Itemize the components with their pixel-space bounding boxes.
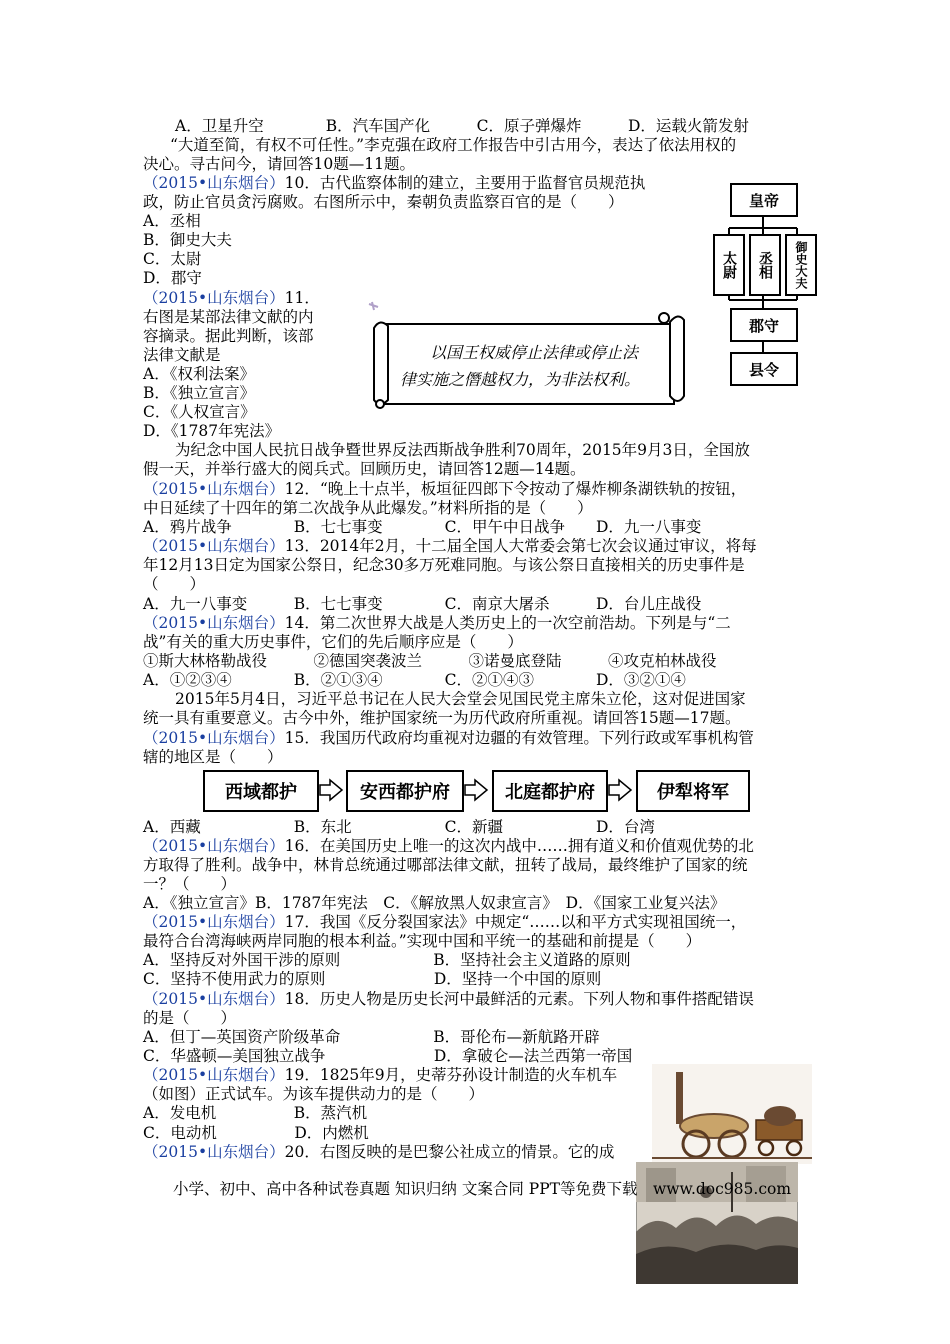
org-chengxiang-text: 丞相 [757, 251, 773, 279]
line-text: B．御史大夫 [143, 231, 232, 249]
org-xianling: 县令 [730, 352, 798, 386]
line-text: 右图是某部法律文献的内 [143, 308, 314, 326]
line-text: ①斯大林格勒战役 ②德国突袭波兰 ③诺曼底登陆 ④攻克柏林战役 [143, 652, 717, 670]
line-text: C．电动机 D．内燃机 [143, 1124, 369, 1142]
text-line [143, 595, 701, 614]
line-text: 政，防止官员贪污腐败。右图所示中，秦朝负责监察百官的是（ ） [143, 193, 624, 211]
line-text: （ ） [143, 575, 206, 593]
text-line [143, 499, 593, 518]
text-line [143, 308, 314, 327]
text-line [143, 1124, 369, 1143]
text-line [143, 1028, 600, 1047]
line-text: 统一具有重要意义。古今中外，维护国家统一为历代政府所重视。请回答15题—17题。 [143, 709, 741, 727]
org-taiwei [713, 234, 745, 296]
line-text: A．卫星升空 B．汽车国产化 C．原子弹爆炸 D．运载火箭发射 [175, 117, 749, 135]
line-text: C．太尉 [143, 250, 202, 268]
text-line [143, 403, 256, 422]
text-line [143, 818, 655, 837]
text-line [143, 932, 701, 951]
line-text: D．郡守 [143, 269, 202, 287]
line-text: 13．2014年2月，十二届全国人大常委会第七次会议通过审议，将每 [284, 537, 757, 555]
text-line [143, 894, 725, 913]
flow-box-4: 伊犁将军 [636, 770, 750, 812]
line-text: D．《1787年宪法》 [143, 422, 281, 440]
org-yushi-text: 御史大夫 [794, 241, 808, 289]
line-text: A．①②③④ B．②①③④ C．②①④③ D．③②①④ [143, 671, 686, 689]
line-text: 15．我国历代政府均重视对边疆的有效管理。下列行政或军事机构管 [284, 729, 754, 747]
question-source: （2015•山东烟台） [143, 480, 285, 498]
text-line [175, 117, 749, 136]
line-text: 18．历史人物是历史长河中最鲜活的元素。下列人物和事件搭配错误 [284, 990, 754, 1008]
line-text: 一？（ ） [143, 875, 237, 893]
text-line [143, 837, 754, 856]
text-line [143, 327, 314, 346]
line-text: C．坚持不使用武力的原则 D．坚持一个中国的原则 [143, 970, 602, 988]
text-line [143, 875, 236, 894]
text-line [175, 690, 746, 709]
flow-box-3: 北庭都护府 [492, 770, 608, 812]
scroll-text-line1: 以国王权威停止法律或停止法 [430, 343, 639, 362]
line-text: 年12月13日定为国家公祭日，纪念30多万死难同胞。与该公祭日直接相关的历史事件是 [143, 556, 745, 574]
line-text: （如图）正式试车。为该车提供动力的是（ ） [143, 1085, 485, 1103]
text-line [143, 748, 283, 767]
text-line [143, 289, 320, 308]
text-line [143, 460, 585, 479]
line-text: A．九一八事变 B．七七事变 C．南京大屠杀 D．台儿庄战役 [143, 595, 702, 613]
line-text: A．发电机 B．蒸汽机 [143, 1104, 368, 1122]
line-text: 的是（ ） [143, 1009, 237, 1027]
line-text: 20．右图反映的是巴黎公社成立的情景。它的成 [284, 1143, 615, 1161]
text-line [143, 231, 232, 250]
text-line [143, 990, 754, 1009]
question-source: （2015•山东烟台） [143, 537, 285, 555]
line-text: C．《人权宣言》 [143, 403, 256, 421]
text-line [143, 709, 740, 728]
line-text: 14．第二次世界大战是人类历史上的一次空前浩劫。下列是与“二 [284, 614, 731, 632]
text-line [143, 633, 523, 652]
line-text: 法律文献是 [143, 346, 221, 364]
scroll-text-line2: 律实施之僭越权力，为非法权利。 [400, 370, 641, 389]
text-line [143, 1104, 367, 1123]
text-line [143, 1143, 614, 1162]
org-emperor: 皇帝 [730, 183, 798, 217]
line-text: A．《独立宣言》B．1787年宪法 C．《解放黑人奴隶宣言》 D．《国家工业复兴法》 [143, 894, 726, 912]
text-line [143, 1066, 617, 1085]
text-line [143, 729, 754, 748]
line-text: 19．1825年9月，史蒂芬孙设计制造的火车机车 [284, 1066, 618, 1084]
text-line [143, 913, 746, 932]
line-text: 10．古代监察体制的建立，主要用于监督官员规范执 [284, 174, 646, 192]
text-line [143, 212, 201, 231]
line-text: 12．“晚上十点半，板垣征四郎下令按动了爆炸柳条湖铁轨的按钮， [284, 480, 747, 498]
text-line [143, 518, 701, 537]
text-line [143, 155, 415, 174]
question-source: （2015•山东烟台） [143, 990, 285, 1008]
text-line [143, 1047, 632, 1066]
text-line [170, 136, 736, 155]
question-source: （2015•山东烟台） [143, 174, 285, 192]
flow-box-2: 安西都护府 [346, 770, 464, 812]
text-line [143, 1009, 236, 1028]
org-taiwei-text: 太尉 [721, 251, 737, 279]
line-text: 战”有关的重大历史事件，它们的先后顺序应是（ ） [143, 633, 523, 651]
question-source: （2015•山东烟台） [143, 1066, 285, 1084]
text-line [143, 422, 280, 441]
flow-box-1: 西域都护 [203, 770, 319, 812]
org-chengxiang [749, 234, 781, 296]
flow-arrow-3-icon [607, 778, 633, 802]
line-text: A．丞相 [143, 212, 201, 230]
line-text: “大道至简，有权不可任性。”李克强在政府工作报告中引古用今，表达了依法用权的 [170, 136, 737, 154]
line-text: 假一天，并举行盛大的阅兵式。回顾历史，请回答12题—14题。 [143, 460, 586, 478]
question-source: （2015•山东烟台） [143, 729, 285, 747]
question-source: （2015•山东烟台） [143, 913, 285, 931]
text-line [143, 951, 631, 970]
question-source: （2015•山东烟台） [143, 837, 285, 855]
line-text: A．但丁—英国资产阶级革命 B．哥伦布—新航路开辟 [143, 1028, 600, 1046]
text-line [143, 365, 255, 384]
line-text: 辖的地区是（ ） [143, 748, 283, 766]
text-line [143, 556, 745, 575]
flow-arrow-1-icon [318, 778, 344, 802]
org-yushi [785, 234, 817, 296]
line-text: 为纪念中国人民抗日战争暨世界反法西斯战争胜利70周年，2015年9月3日，全国放 [175, 441, 750, 459]
text-line [143, 614, 731, 633]
text-line [143, 250, 201, 269]
line-text: A．《权利法案》 [143, 365, 255, 383]
flow-arrow-2-icon [463, 778, 489, 802]
question-source: （2015•山东烟台） [143, 1143, 285, 1161]
line-text: A．坚持反对外国干涉的原则 B．坚持社会主义道路的原则 [143, 951, 631, 969]
text-line [143, 1085, 484, 1104]
line-text: C．华盛顿—美国独立战争 D．拿破仑—法兰西第一帝国 [143, 1047, 633, 1065]
line-text: 中日延续了十四年的第二次战争从此爆发。”材料所指的是（ ） [143, 499, 593, 517]
text-line [143, 193, 624, 212]
line-text: 2015年5月4日，习近平总书记在人民大会堂会见国民党主席朱立伦，这对促进国家 [175, 690, 746, 708]
line-text: 最符合台湾海峡两岸同胞的根本利益。”实现中国和平统一的基础和前提是（ ） [143, 932, 702, 950]
line-text: 17．我国《反分裂国家法》中规定“……以和平方式实现祖国统一， [284, 913, 747, 931]
text-line [143, 652, 717, 671]
text-line [143, 970, 601, 989]
question-source: （2015•山东烟台） [143, 289, 285, 307]
text-line [143, 480, 746, 499]
text-line [143, 856, 748, 875]
line-text: 方取得了胜利。战争中，林肯总统通过哪部法律文献，扭转了战局，最终维护了国家的统 [143, 856, 748, 874]
text-line [143, 537, 757, 556]
stephenson-locomotive-image [652, 1064, 812, 1164]
line-text: B．《独立宣言》 [143, 384, 256, 402]
text-line [143, 269, 202, 288]
footer-watermark: 小学、初中、高中各种试卷真题 知识归纳 文案合同 PPT等免费下载 www.doc985.com [173, 1180, 792, 1198]
text-line [143, 346, 221, 365]
text-line [143, 671, 686, 690]
line-text: 决心。寻古问今，请回答10题—11题。 [143, 155, 415, 173]
text-line [143, 575, 205, 594]
text-line [143, 174, 645, 193]
text-line [143, 384, 255, 403]
org-junshou: 郡守 [730, 308, 798, 342]
text-line [175, 441, 750, 460]
line-text: 11． [284, 289, 320, 307]
line-text: 容摘录。据此判断，该部 [143, 327, 314, 345]
line-text: A．西藏 B．东北 C．新疆 D．台湾 [143, 818, 655, 836]
line-text: A．鸦片战争 B．七七事变 C．甲午中日战争 D．九一八事变 [143, 518, 702, 536]
line-text: 16．在美国历史上唯一的这次内战中……拥有道义和价值观优势的北 [284, 837, 754, 855]
question-source: （2015•山东烟台） [143, 614, 285, 632]
